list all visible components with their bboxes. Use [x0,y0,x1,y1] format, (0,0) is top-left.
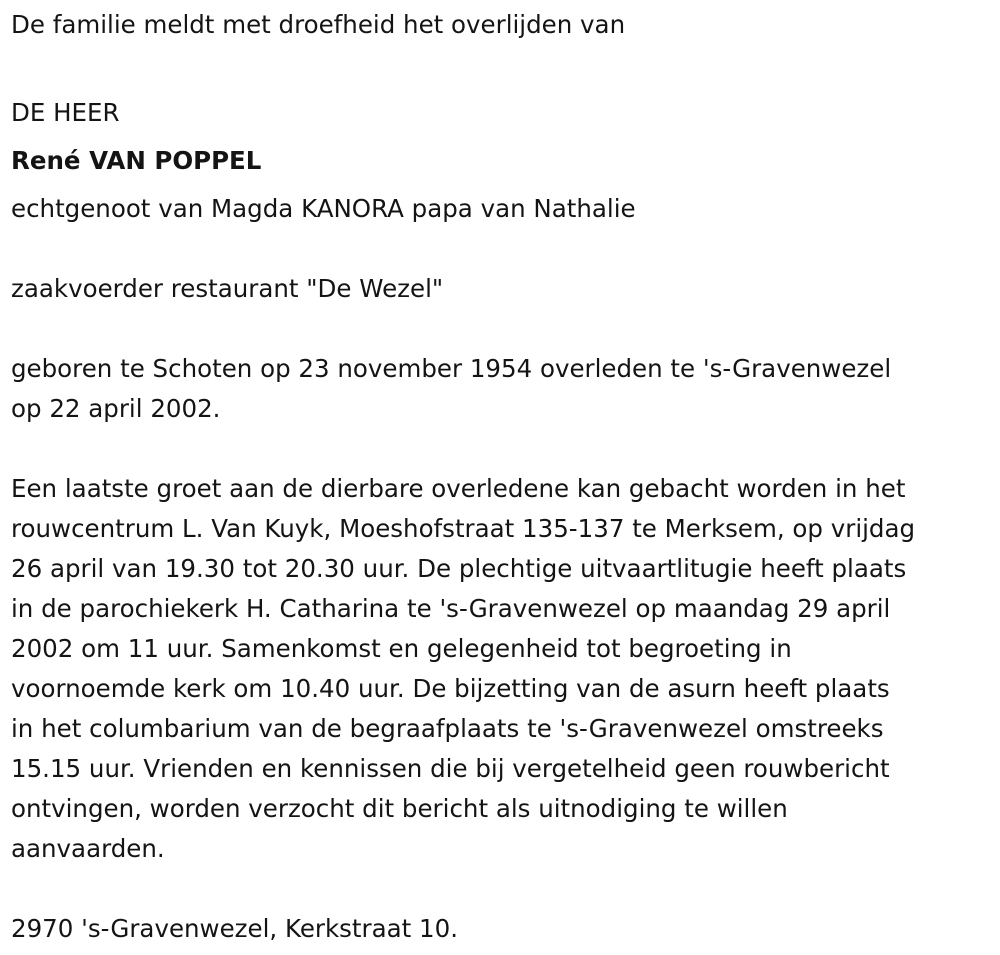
birth-death-line-2: op 22 april 2002. [11,394,221,423]
honorific-title: DE HEER [11,98,120,127]
spacer [11,229,996,269]
details-line: voornoemde kerk om 10.40 uur. De bijzetting van de asurn heeft plaats [11,674,890,703]
ceremony-details [11,469,996,869]
address-text: 2970 's-Gravenwezel, Kerkstraat 10. [11,914,458,943]
details-line: aanvaarden. [11,834,165,863]
spacer [11,869,996,909]
deceased-name: René VAN POPPEL [11,146,262,175]
details-line: rouwcentrum L. Van Kuyk, Moeshofstraat 135-137 te Merksem, op vrijdag [11,514,916,543]
spacer [11,45,996,85]
birth-death-line-1: geboren te Schoten op 23 november 1954 overleden te 's-Gravenwezel [11,354,892,383]
obituary-notice [11,5,996,949]
details-line: in het columbarium van de begraafplaats te 's-Gravenwezel omstreeks [11,714,884,743]
details-line: in de parochiekerk H. Catharina te 's-Gravenwezel op maandag 29 april [11,594,891,623]
details-line: 2002 om 11 uur. Samenkomst en gelegenheid tot begroeting in [11,634,792,663]
relations-text: echtgenoot van Magda KANORA papa van Nathalie [11,194,636,223]
details-line: Een laatste groet aan de dierbare overledene kan gebacht worden in het [11,474,906,503]
details-line: 26 april van 19.30 tot 20.30 uur. De plechtige uitvaartlitugie heeft plaats [11,554,907,583]
intro-text: De familie meldt met droefheid het overlijden van [11,10,626,39]
spacer [11,309,996,349]
details-line: ontvingen, worden verzocht dit bericht als uitnodiging te willen [11,794,788,823]
occupation-text: zaakvoerder restaurant "De Wezel" [11,274,444,303]
details-line: 15.15 uur. Vrienden en kennissen die bij vergetelheid geen rouwbericht [11,754,890,783]
spacer [11,429,996,469]
